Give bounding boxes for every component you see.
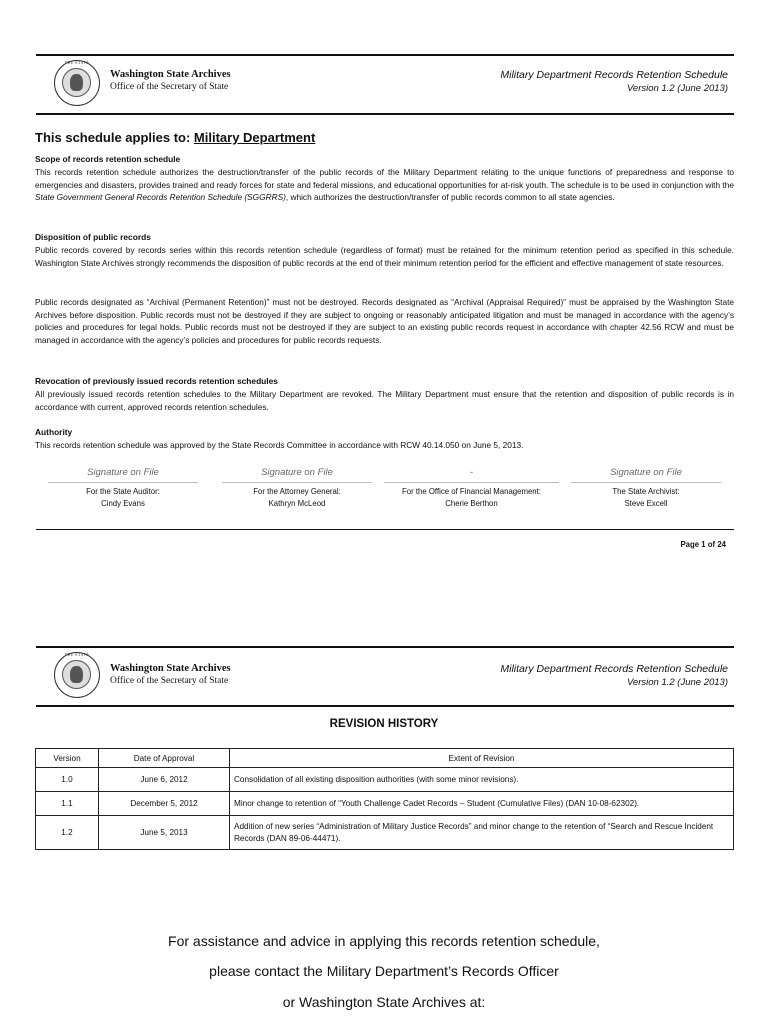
page1-footer-rule bbox=[36, 529, 734, 530]
assistance-line-1: For assistance and advice in applying this records retention schedule, bbox=[168, 933, 600, 949]
version-label: Version 1.2 (June 2013) bbox=[626, 83, 728, 94]
column-header-extent: Extent of Revision bbox=[230, 749, 734, 768]
table-row: 1.0 June 6, 2012 Consolidation of all existing disposition authorities (with some minor revisions). bbox=[36, 768, 734, 792]
revision-history-table bbox=[35, 748, 734, 850]
page2-top-rule bbox=[36, 646, 734, 648]
revision-history-title: REVISION HISTORY bbox=[329, 718, 439, 730]
office-name: Office of the Secretary of State bbox=[110, 82, 229, 92]
scope-text: This records retention schedule authorizes the destruction/transfer of the public records of the Military Department relating to the unique functions of preparedness and response to emergencies and disasters, provides trained and ready forces for state and federal missions, and educational opportunities for at-risk youth. The schedule is to be used in conjunction with the State Government General Records Retention Schedule (SGGRRS), which authorizes the destruction/transfer of public records common to all state agencies. bbox=[35, 167, 734, 203]
office-name: Office of the Secretary of State bbox=[110, 676, 229, 686]
agency-name: Military Department bbox=[193, 130, 316, 145]
authority-heading: Authority bbox=[35, 427, 73, 437]
disposition-text-2: Public records designated as “Archival (Permanent Retention)” must not be destroyed. Records designated as “Archival (Appraisal Required)” must be appraised by the Washington State Archives before disposition. Public records must not be destroyed if they are subject to ongoing or reasonably anticipated litigation and must be managed in accordance with the agency’s policies and procedures for legal holds. Public records must not be destroyed if they are subject to an existing public records request in accordance with chapter 42.56 RCW and must be managed in accordance with the agency’s policies and procedures for public records requests. bbox=[35, 297, 734, 345]
authority-text: This records retention schedule was approved by the State Records Committee in accordance with RCW 40.14.050 on June 5, 2013. bbox=[35, 440, 524, 450]
state-seal-logo: THE STATE bbox=[54, 60, 100, 106]
page1-header-rule bbox=[36, 113, 734, 115]
state-seal-logo: THE STATE bbox=[54, 652, 100, 698]
revocation-text: All previously issued records retention schedules to the Military Department are revoked. The Military Department must ensure that the retention and disposition of public records is in accordance with current, approved records retention schedules. bbox=[35, 389, 734, 412]
column-header-date: Date of Approval bbox=[99, 749, 230, 768]
column-header-version: Version bbox=[36, 749, 99, 768]
signature-block-financial-management: - For the Office of Financial Management: Cherie Berthon bbox=[384, 467, 559, 510]
table-header-row bbox=[36, 749, 734, 768]
scope-heading: Scope of records retention schedule bbox=[35, 154, 181, 164]
disposition-heading: Disposition of public records bbox=[35, 232, 151, 242]
revocation-heading: Revocation of previously issued records retention schedules bbox=[35, 376, 278, 386]
disposition-text: Public records covered by records series within this records retention schedule (regardless of format) must be retained for the minimum retention period as specified in this schedule. Washington State Archives strongly recommends the disposition of public records at the end of their minimum retention period for the efficient and effective management of state resources. bbox=[35, 245, 734, 268]
signature-block-attorney-general: Signature on File For the Attorney General: Kathryn McLeod bbox=[222, 467, 372, 510]
version-label: Version 1.2 (June 2013) bbox=[626, 677, 728, 688]
org-name: Washington State Archives bbox=[110, 69, 231, 80]
assistance-line-3: or Washington State Archives at: bbox=[282, 994, 486, 1010]
table-row: 1.2 June 5, 2013 Addition of new series “Administration of Military Justice Records” and minor change to the retention of “Search and Rescue Incident Records (DAN 89-06-44471). bbox=[36, 816, 734, 850]
page-number: Page 1 of 24 bbox=[680, 540, 726, 549]
schedule-title: Military Department Records Retention Schedule bbox=[500, 69, 728, 81]
page1-top-rule bbox=[36, 54, 734, 56]
page2-header-rule bbox=[36, 705, 734, 707]
signature-block-archivist: Signature on File The State Archivist: Steve Excell bbox=[571, 467, 721, 510]
org-name: Washington State Archives bbox=[110, 663, 231, 674]
applies-to-heading: This schedule applies to: Military Department bbox=[35, 130, 316, 145]
assistance-line-2: please contact the Military Department’s Records Officer bbox=[209, 963, 559, 979]
schedule-title: Military Department Records Retention Schedule bbox=[500, 663, 728, 675]
signature-block-auditor: Signature on File For the State Auditor: Cindy Evans bbox=[48, 467, 198, 510]
table-row: 1.1 December 5, 2012 Minor change to retention of “Youth Challenge Cadet Records – Student (Cumulative Files) (DAN 10-08-62302). bbox=[36, 792, 734, 816]
